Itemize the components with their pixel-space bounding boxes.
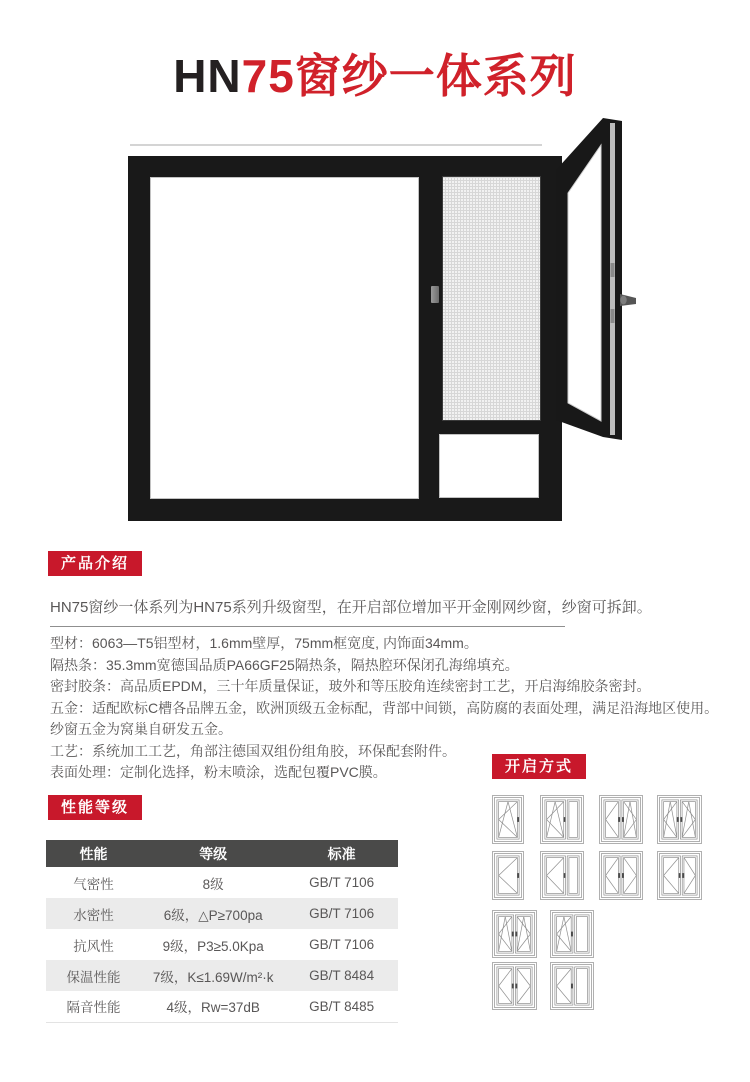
table-cell: GB/T 7106 [309, 937, 375, 952]
table-cell: GB/T 8484 [285, 960, 398, 991]
table-row [46, 898, 398, 929]
bottom-fixed-pane [439, 434, 539, 498]
section-label-performance: 性能等级 [48, 795, 142, 820]
opening-diagram [550, 910, 594, 958]
table-row [46, 867, 398, 898]
table-cell: 气密性 [73, 876, 114, 892]
opening-diagram [657, 795, 702, 844]
opening-diagram [540, 851, 584, 900]
spec-line: 密封胶条：高品质EPDM，三十年质量保证，玻外和等压胶角连续密封工艺，开启海绵胶条密封。 [50, 678, 651, 694]
section-label-product-intro: 产品介绍 [48, 551, 142, 576]
spec-line: 工艺：系统加工工艺，角部注德国双组份组角胶，环保配套附件。 [50, 742, 456, 759]
table-cell: 7级，K≤1.69W/m²·k [141, 960, 285, 991]
table-header-cell: 等级 [141, 840, 285, 867]
open-sash [548, 113, 643, 453]
page-title [0, 40, 750, 106]
product-description: HN75窗纱一体系列为HN75系列升级窗型，在开启部位增加平开金刚网纱窗，纱窗可拆卸。 [50, 599, 652, 616]
frame-top-edge-line [130, 144, 542, 146]
left-glass-pane [150, 177, 419, 499]
table-cell: 9级，P3≥5.0Kpa [162, 938, 264, 954]
opening-diagram [599, 795, 643, 844]
open-sash-edge-strip [610, 123, 615, 435]
opening-diagram [492, 962, 537, 1010]
product-window-image [128, 113, 653, 525]
spec-list [50, 633, 718, 784]
page-title-prefix: HN [173, 50, 242, 102]
opening-diagram [599, 851, 643, 900]
table-header-cell: 标准 [285, 840, 398, 867]
table-cell: GB/T 7106 [285, 898, 398, 929]
page-title-series: 75窗纱一体系列 [241, 50, 577, 102]
table-cell: 6级，△P≥700pa [141, 898, 285, 929]
open-sash-glass [568, 145, 601, 421]
table-cell: 8级 [202, 876, 224, 892]
table-cell: 隔音性能 [66, 1000, 121, 1016]
spec-line: 型材：6063—T5铝型材，1.6mm壁厚，75mm框宽度, 内饰面34mm。 [50, 635, 478, 651]
opening-diagram [492, 910, 537, 958]
opening-diagram [492, 795, 524, 844]
screen-mesh-panel [442, 176, 541, 421]
screen-handle-icon [431, 286, 439, 303]
performance-table [46, 840, 398, 1023]
table-cell: GB/T 8485 [309, 998, 375, 1014]
sash-handle-knob [620, 296, 626, 305]
opening-diagram [550, 962, 594, 1010]
spec-line: 表面处理：定制化选择，粉末喷涂，选配包覆PVC膜。 [50, 764, 387, 780]
table-cell: 保温性能 [46, 960, 141, 991]
window-outer-frame [128, 156, 562, 521]
section-label-opening-methods: 开启方式 [492, 754, 586, 779]
section-divider [50, 626, 565, 627]
table-row [46, 991, 398, 1022]
table-cell: 4级，Rw=37dB [166, 1000, 260, 1016]
table-cell: 抗风性 [73, 938, 114, 954]
spec-line: 隔热条：35.3mm宽德国品质PA66GF25隔热条，隔热腔环保闭孔海绵填充。 [50, 656, 519, 673]
spec-line: 五金：适配欧标C槽各品牌五金，欧洲顶级五金标配，背部中间锁，高防腐的表面处理，满足沿海地区使用。 [50, 699, 719, 716]
table-row [46, 960, 398, 991]
opening-diagram [657, 851, 702, 900]
table-cell: GB/T 7106 [309, 875, 375, 890]
table-header-cell: 性能 [46, 840, 141, 867]
table-row [46, 929, 398, 960]
spec-line: 纱窗五金为窝巢自研发五金。 [50, 721, 232, 737]
opening-diagram [540, 795, 584, 844]
opening-diagram [492, 851, 524, 900]
table-cell: 水密性 [46, 898, 141, 929]
